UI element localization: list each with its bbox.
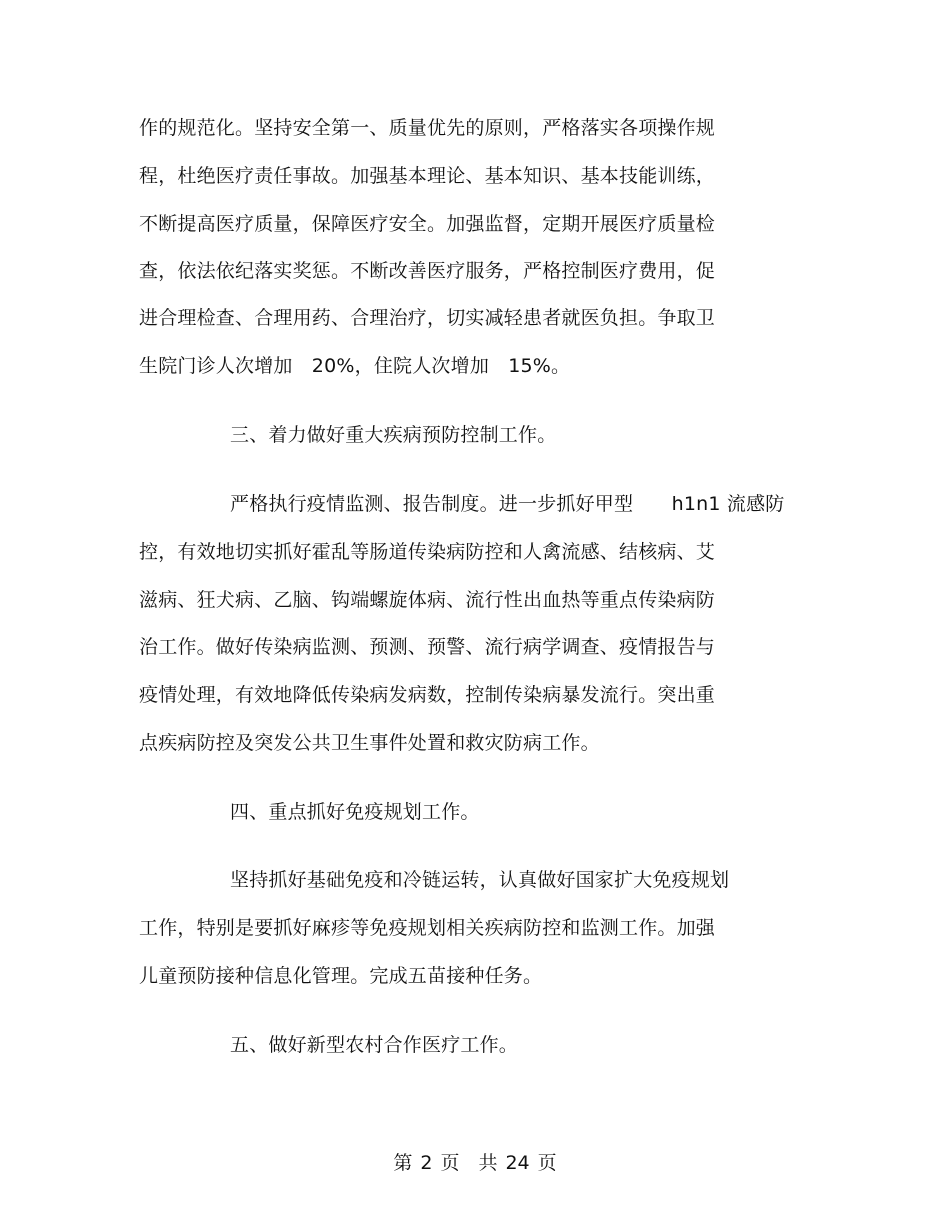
page-footer <box>0 1151 950 1175</box>
footer-suffix: 页 <box>537 1152 557 1174</box>
body-line: 坚持抓好基础免疫和冷链运转，认真做好国家扩大免疫规划 <box>230 869 730 891</box>
body-line: 生院门诊人次增加 20%，住院人次增加 15%。 <box>139 355 571 377</box>
body-line: 儿童预防接种信息化管理。完成五苗接种任务。 <box>139 965 543 987</box>
total-page-count: 24 <box>505 1152 530 1174</box>
section-heading: 三、着力做好重大疾病预防控制工作。 <box>230 424 557 446</box>
footer-prefix: 第 <box>393 1152 413 1174</box>
body-line: 严格执行疫情监测、报告制度。进一步抓好甲型 h1n1 流感防 <box>230 493 785 515</box>
section-heading: 四、重点抓好免疫规划工作。 <box>230 801 480 823</box>
body-line: 查，依法依纪落实奖惩。不断改善医疗服务，严格控制医疗费用，促 <box>139 260 716 282</box>
body-line: 不断提高医疗质量，保障医疗安全。加强监督，定期开展医疗质量检 <box>139 213 716 235</box>
section-heading: 五、做好新型农村合作医疗工作。 <box>230 1034 519 1056</box>
body-line: 控，有效地切实抓好霍乱等肠道传染病防控和人禽流感、结核病、艾 <box>139 541 716 563</box>
current-page-number: 2 <box>420 1152 433 1174</box>
body-line: 程，杜绝医疗责任事故。加强基本理论、基本知识、基本技能训练， <box>139 165 716 187</box>
body-line: 治工作。做好传染病监测、预测、预警、流行病学调查、疫情报告与 <box>139 636 716 658</box>
body-line: 作的规范化。坚持安全第一、质量优先的原则，严格落实各项操作规 <box>139 117 716 139</box>
body-line: 滋病、狂犬病、乙脑、钩端螺旋体病、流行性出血热等重点传染病防 <box>139 589 716 611</box>
body-line: 进合理检查、合理用药、合理治疗，切实减轻患者就医负担。争取卫 <box>139 307 716 329</box>
body-line: 点疾病防控及突发公共卫生事件处置和救灾防病工作。 <box>139 732 600 754</box>
body-line: 工作，特别是要抓好麻疹等免疫规划相关疾病防控和监测工作。加强 <box>139 917 716 939</box>
footer-middle: 页 共 <box>440 1152 498 1174</box>
body-line: 疫情处理，有效地降低传染病发病数，控制传染病暴发流行。突出重 <box>139 684 716 706</box>
